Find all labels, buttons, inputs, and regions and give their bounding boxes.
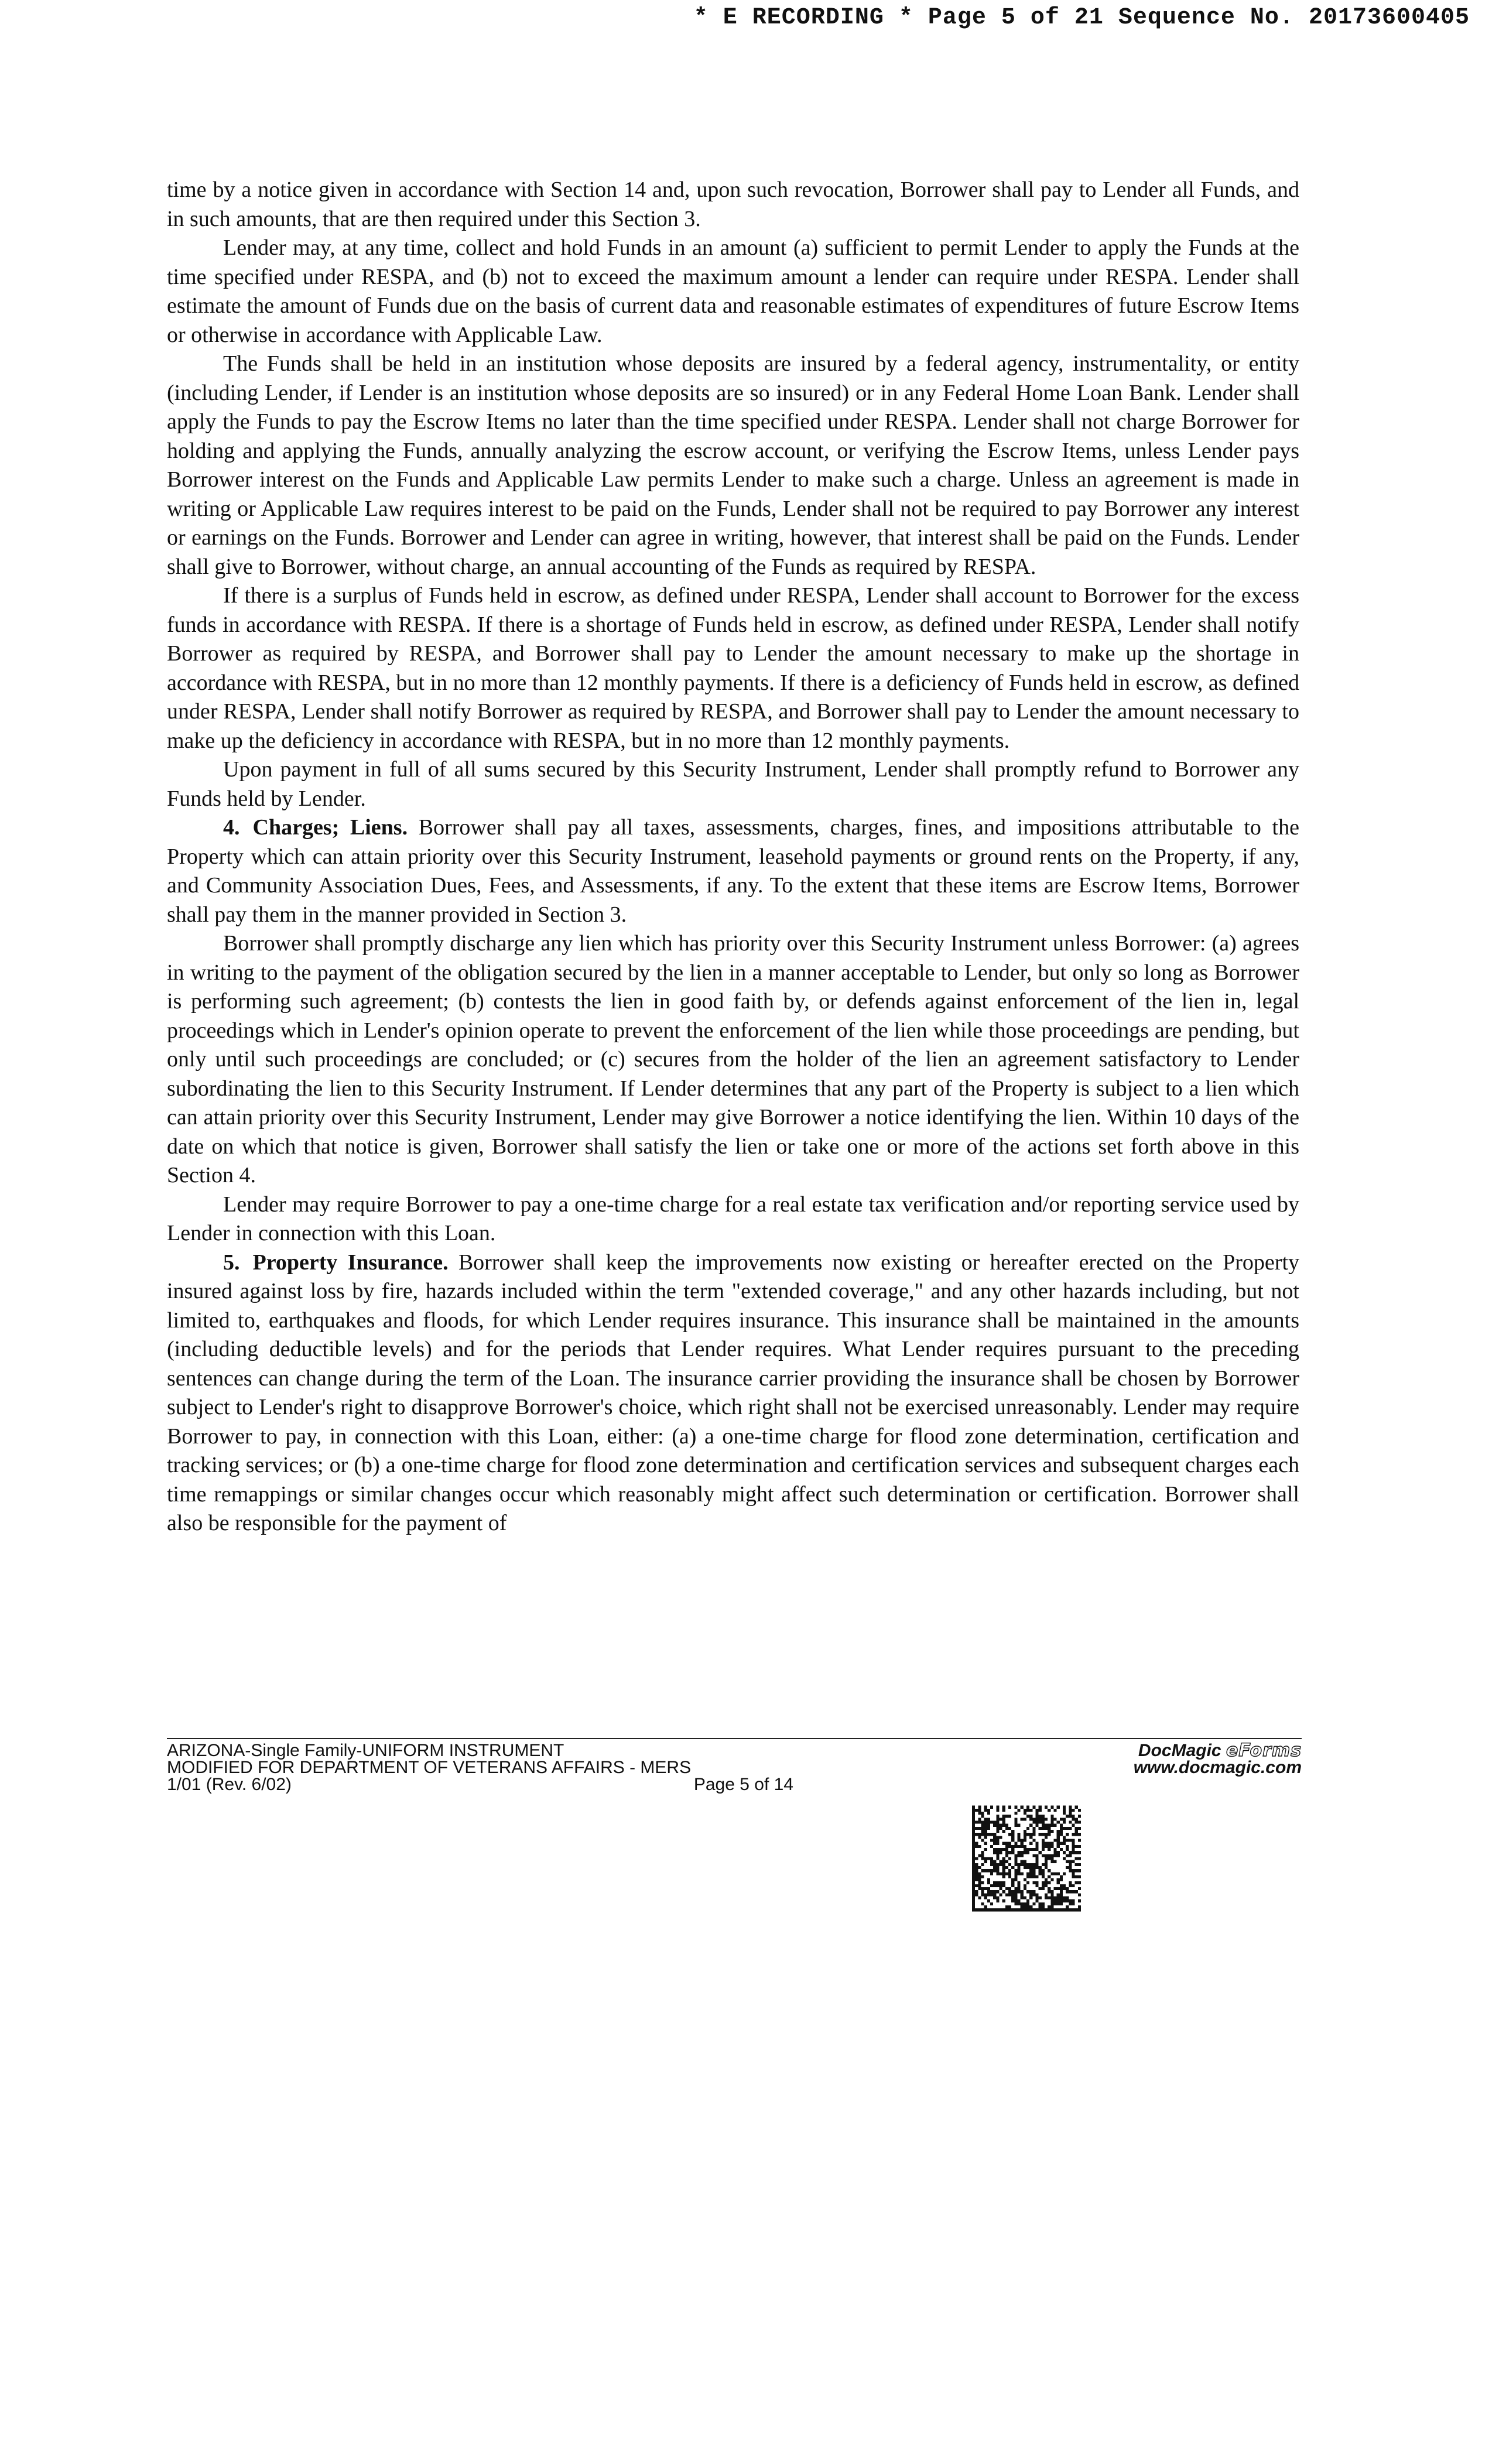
footer-form-subtitle: MODIFIED FOR DEPARTMENT OF VETERANS AFFAIRS - MERS: [167, 1758, 692, 1777]
docmagic-logo: [1134, 1742, 1302, 1759]
document-body: [167, 176, 1299, 1538]
footer-form-revision-row: [167, 1776, 793, 1793]
paragraph-section3-continuation: time by a notice given in accordance with Section 14 and, upon such revocation, Borrower shall pay to Lender all Funds, and in such amounts, that are then required under this Section 3.: [167, 177, 1299, 231]
section-4-title: Charges; Liens.: [252, 815, 408, 840]
paragraph-tax-verification: Lender may require Borrower to pay a one-time charge for a real estate tax verification and/or reporting service used by Lender in connection with this Loan.: [167, 1192, 1299, 1245]
footer-page-number: Page 5 of 14: [693, 1775, 793, 1794]
section-5-property-insurance: [167, 1248, 1299, 1538]
footer-brand: [1134, 1742, 1302, 1776]
paragraph-funds-collection: Lender may, at any time, collect and hold Funds in an amount (a) sufficient to permit Lender to apply the Funds at the time specified under RESPA, and (b) not to exceed the maximum amount a lender can require under RESPA. Lender shall estimate the amount of Funds due on the basis of current data and reasonable estimates of expenditures of future Escrow Items or otherwise in accordance with Applicable Law.: [167, 235, 1299, 347]
section-4-number: 4.: [223, 815, 240, 840]
paragraph-funds-surplus: If there is a surplus of Funds held in escrow, as defined under RESPA, Lender shall account to Borrower for the excess funds in accordance with RESPA. If there is a shortage of Funds held in escrow, as defined under RESPA, Lender shall notify Borrower as required by RESPA, and Borrower shall pay to Lender the amount necessary to make up the shortage in accordance with RESPA, but in no more than 12 monthly payments. If there is a deficiency of Funds held in escrow, as defined under RESPA, Lender shall notify Borrower as required by RESPA, and Borrower shall pay to Lender the amount necessary to make up the deficiency in accordance with RESPA, but in no more than 12 monthly payments.: [167, 583, 1299, 753]
recording-stamp-header: * E RECORDING * Page 5 of 21 Sequence No. 20173600405: [693, 5, 1470, 31]
section-4-text: Borrower shall pay all taxes, assessments, charges, fines, and impositions attributable to the Property which can attain priority over this Security Instrument, leasehold payments or ground rents on the Property, if any, and Community Association Dues, Fees, and Assessments, if any. To the extent that these items are Escrow Items, Borrower shall pay them in the manner provided in Section 3.: [167, 815, 1299, 927]
section-4-charges-liens: [167, 813, 1299, 929]
footer-form-revision: 1/01 (Rev. 6/02): [167, 1775, 292, 1794]
brand-name: DocMagic: [1138, 1741, 1221, 1760]
barcode-2d: [972, 1805, 1081, 1912]
footer-form-title: ARIZONA-Single Family-UNIFORM INSTRUMENT: [167, 1741, 564, 1760]
eforms-logo: eForms: [1226, 1740, 1302, 1761]
section-5-number: 5.: [223, 1250, 240, 1275]
section-5-text: Borrower shall keep the improvements now existing or hereafter erected on the Property insured against loss by fire, hazards included within the term "extended coverage," and any other hazards including, but not limited to, earthquakes and floods, for which Lender requires insurance. This insurance shall be maintained in the amounts (including deductible levels) and for the periods that Lender requires. What Lender requires pursuant to the preceding sentences can change during the term of the Loan. The insurance carrier providing the insurance shall be chosen by Borrower subject to Lender's right to disapprove Borrower's choice, which right shall not be exercised unreasonably. Lender may require Borrower to pay, in connection with this Loan, either: (a) a one-time charge for flood zone determination, certification and tracking services; or (b) a one-time charge for flood zone determination and certification services and subsequent charges each time remappings or similar changes occur which reasonably might affect such determination or certification. Borrower shall also be responsible for the payment of: [167, 1250, 1299, 1535]
paragraph-funds-refund: Upon payment in full of all sums secured by this Security Instrument, Lender shall promptly refund to Borrower any Funds held by Lender.: [167, 757, 1299, 811]
paragraph-funds-institution: The Funds shall be held in an institution whose deposits are insured by a federal agency, instrumentality, or entity (including Lender, if Lender is an institution whose deposits are so insured) or in any Federal Home Loan Bank. Lender shall apply the Funds to pay the Escrow Items no later than the time specified under RESPA. Lender shall not charge Borrower for holding and applying the Funds, annually analyzing the escrow account, or verifying the Escrow Items, unless Lender pays Borrower interest on the Funds and Applicable Law permits Lender to make such a charge. Unless an agreement is made in writing or Applicable Law requires interest to be paid on the Funds, Lender shall not be required to pay Borrower any interest or earnings on the Funds. Borrower and Lender can agree in writing, however, that interest shall be paid on the Funds. Lender shall give to Borrower, without charge, an annual accounting of the Funds as required by RESPA.: [167, 351, 1299, 579]
footer-divider: [167, 1738, 1302, 1739]
section-5-title: Property Insurance.: [252, 1250, 449, 1275]
brand-url: www.docmagic.com: [1133, 1758, 1302, 1777]
paragraph-lien-discharge: Borrower shall promptly discharge any lien which has priority over this Security Instrument unless Borrower: (a) agrees in writing to the payment of the obligation secured by the lien in a manner acceptable to Lender, but only so long as Borrower is performing such agreement; (b) contests the lien in good faith by, or defends against enforcement of the lien in, legal proceedings which in Lender's opinion operate to prevent the enforcement of the lien while those proceedings are pending, but only until such proceedings are concluded; or (c) secures from the holder of the lien an agreement satisfactory to Lender subordinating the lien to this Security Instrument. If Lender determines that any part of the Property is subject to a lien which can attain priority over this Security Instrument, Lender may give Borrower a notice identifying the lien. Within 10 days of the date on which that notice is given, Borrower shall satisfy the lien or take one or more of the actions set forth above in this Section 4.: [167, 931, 1299, 1187]
footer-form-info: [167, 1742, 793, 1793]
